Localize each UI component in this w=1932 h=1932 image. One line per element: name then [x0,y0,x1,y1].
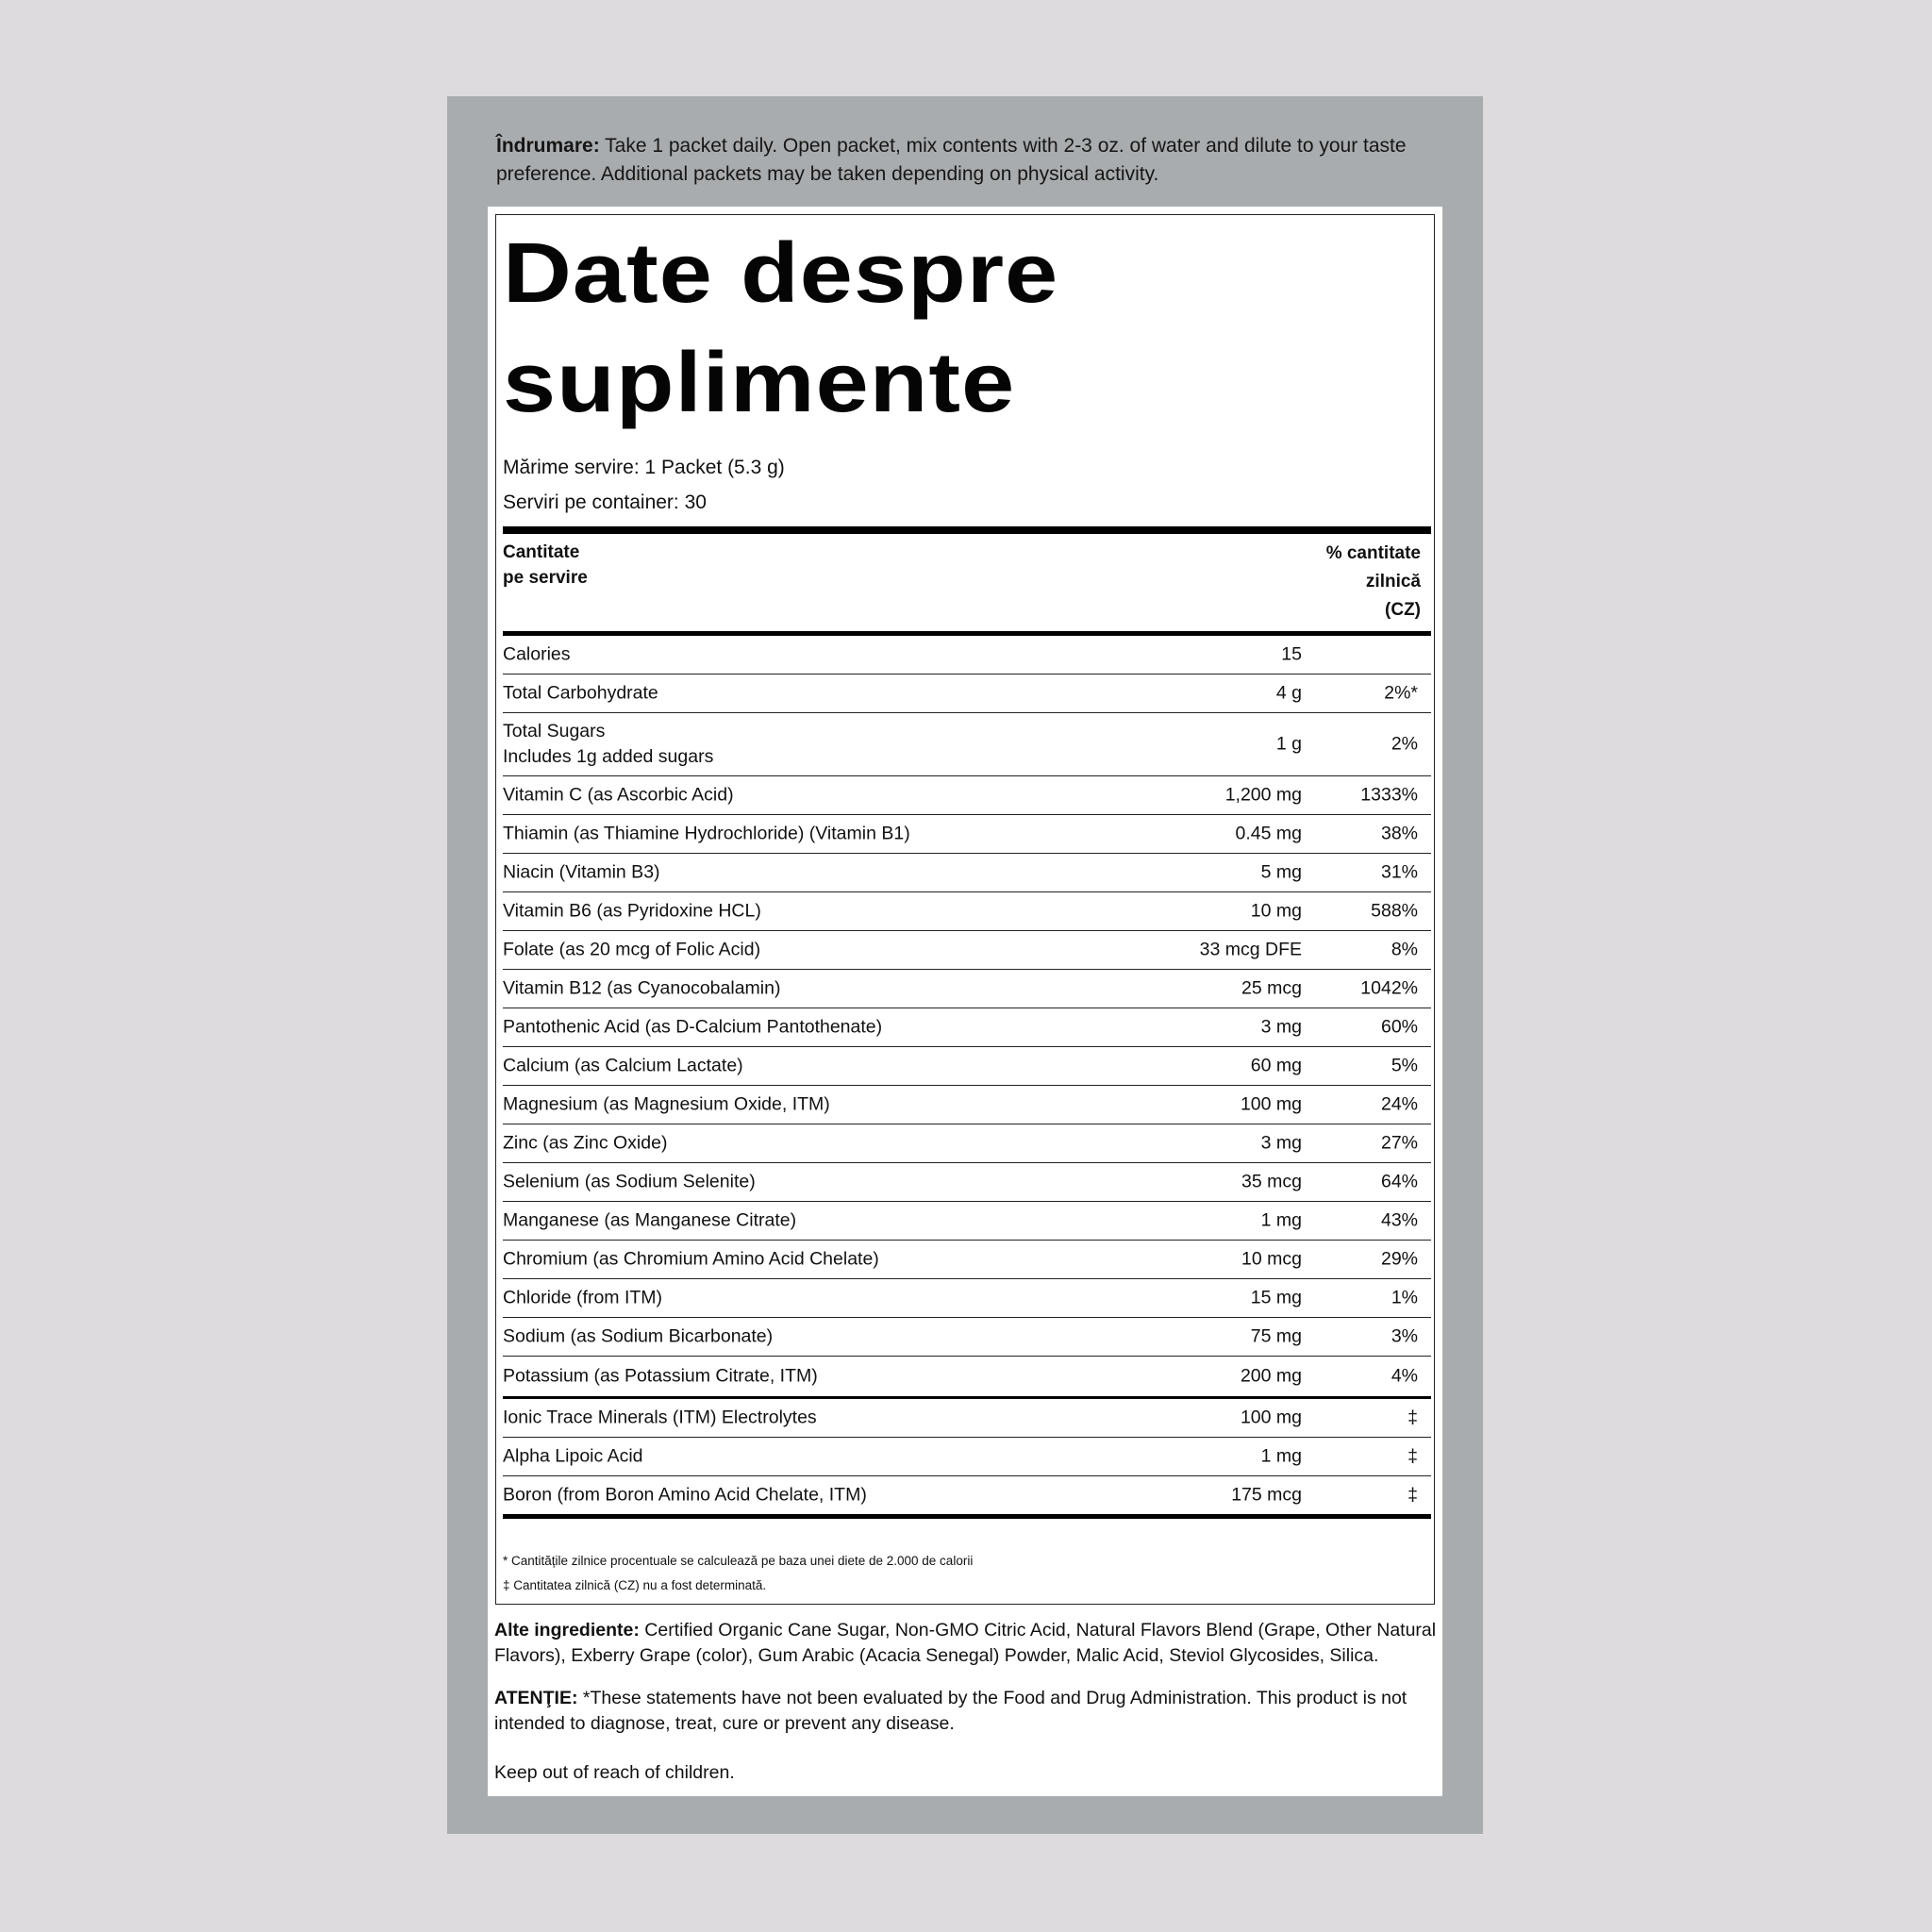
warning-label: ATENŢIE: [494,1688,578,1708]
directions-label: Îndrumare: [496,135,600,157]
footnote-not-established: ‡ Cantitatea zilnică (CZ) nu a fost determinată. [503,1578,767,1592]
table-row: Total Carbohydrate 4 g 2%* [503,675,1431,713]
supplement-facts-title: Date despre suplimente [503,226,1059,430]
daily-value-header: % cantitate zilnică (CZ) [1325,543,1421,620]
table-row: Chromium (as Chromium Amino Acid Chelate) 10 mcg 29% [503,1241,1431,1279]
table-row: Folate (as 20 mcg of Folic Acid) 33 mcg DFE 8% [503,931,1431,970]
table-row: Manganese (as Manganese Citrate) 1 mg 43% [503,1202,1431,1241]
nutrient-table [503,636,1431,1519]
table-row: Vitamin C (as Ascorbic Acid) 1,200 mg 1333% [503,776,1431,815]
label-panel [447,96,1483,1834]
warning [494,1686,1438,1737]
table-row: Boron (from Boron Amino Acid Chelate, ITM) 175 mcg ‡ [503,1476,1431,1519]
serving-size: Mărime servire: 1 Packet (5.3 g) [503,457,785,478]
table-row: Potassium (as Potassium Citrate, ITM) 200 mg 4% [503,1357,1431,1399]
footnote-daily-value: * Cantitățile zilnice procentuale se calculează pe baza unei diete de 2.000 de calorii [503,1554,974,1568]
directions [496,132,1440,189]
servings-per-container: Serviri pe container: 30 [503,491,707,513]
table-row: Chloride (from ITM) 15 mg 1% [503,1279,1431,1318]
other-ingredients [494,1618,1438,1669]
table-row: Selenium (as Sodium Selenite) 35 mcg 64% [503,1163,1431,1202]
table-row: Calcium (as Calcium Lactate) 60 mg 5% [503,1047,1431,1086]
keep-out-of-reach: Keep out of reach of children. [494,1762,735,1783]
supplement-facts-box [495,214,1435,1605]
directions-text: Take 1 packet daily. Open packet, mix contents with 2-3 oz. of water and dilute to your taste preference. Additional packets may be taken depending on physical activity. [496,135,1407,185]
warning-text: *These statements have not been evaluated by the Food and Drug Administration. This product is not intended to diagnose, treat, cure or prevent any disease. [494,1688,1407,1734]
thick-rule-top [503,526,1431,534]
table-row: Niacin (Vitamin B3) 5 mg 31% [503,854,1431,892]
table-row: Vitamin B6 (as Pyridoxine HCL) 10 mg 588% [503,892,1431,931]
table-row: Zinc (as Zinc Oxide) 3 mg 27% [503,1124,1431,1163]
table-row: Ionic Trace Minerals (ITM) Electrolytes 100 mg ‡ [503,1399,1431,1438]
table-row: Alpha Lipoic Acid 1 mg ‡ [503,1438,1431,1476]
table-row: Magnesium (as Magnesium Oxide, ITM) 100 mg 24% [503,1086,1431,1124]
table-row: Sodium (as Sodium Bicarbonate) 75 mg 3% [503,1318,1431,1357]
table-row: Thiamin (as Thiamine Hydrochloride) (Vitamin B1) 0.45 mg 38% [503,815,1431,854]
amount-per-serving-header: Cantitate pe servire [503,542,588,588]
label-card [488,207,1442,1796]
other-ingredients-label: Alte ingrediente: [494,1620,640,1641]
other-ingredients-text: Certified Organic Cane Sugar, Non-GMO Citric Acid, Natural Flavors Blend (Grape, Other Natural Flavors), Exberry Grape (color), Gum Arabic (Acacia Senegal) Powder, Malic Acid, Steviol Glycosides, Silica. [494,1620,1437,1666]
table-row: Calories 15 [503,636,1431,675]
table-row: Total Sugars Includes 1g added sugars 1 g 2% [503,713,1431,776]
table-row: Vitamin B12 (as Cyanocobalamin) 25 mcg 1042% [503,970,1431,1008]
table-row: Pantothenic Acid (as D-Calcium Pantothenate) 3 mg 60% [503,1008,1431,1047]
